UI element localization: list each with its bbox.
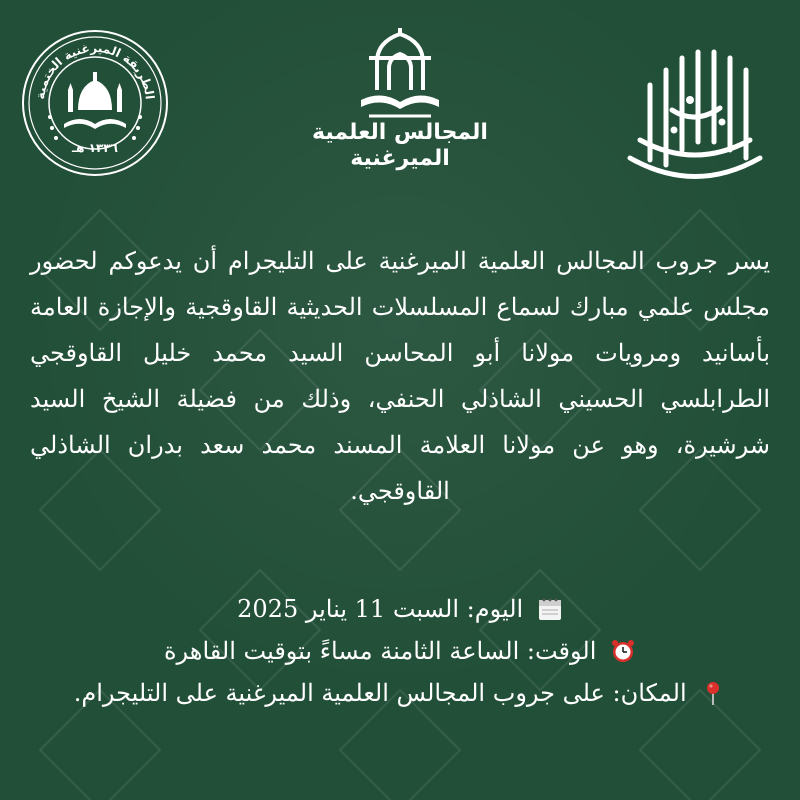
place-row [60,672,740,714]
place-text: المكان: على جروب المجالس العلمية الميرغنية على التليجرام. [73,679,687,707]
logo-title-line1: المجالس العلمية [312,120,488,145]
logo-title-line2: الميرغنية [350,146,450,171]
shahada-calligraphy [610,30,780,200]
calendar-icon [537,596,563,622]
time-row [60,630,740,672]
time-text: الوقت: الساعة الثامنة مساءً بتوقيت القاهرة [163,637,597,665]
alarm-clock-icon [610,638,636,664]
mosque-book-icon [355,28,445,120]
seal-ring-text: الطريقة الميرغنية الختمية [33,40,157,101]
announcement-text: يسر جروب المجالس العلمية الميرغنية على التليجرام أن يدعوكم لحضور مجلس علمي مبارك لسماع المسلسلات الحديثية القاوقجية والإجازة العامة بأسانيد ومرويات مولانا أبو المحاسن السيد محمد خليل القاوقجي الطرابلسي الحسيني الشاذلي الحنفي، وذلك من فضيلة الشيخ السيد شرشيرة، وهو عن مولانا العلامة المسند محمد سعد بدران الشاذلي القاوقجي. [30,247,770,505]
pin-icon [700,680,726,706]
tariqa-seal-logo [20,28,170,178]
event-details [60,588,740,714]
day-text: اليوم: السبت 11 يناير 2025 [237,595,524,623]
seal-year: ١٣٣٦ هـ [72,141,118,155]
day-row [60,588,740,630]
majalis-logo [300,28,500,188]
